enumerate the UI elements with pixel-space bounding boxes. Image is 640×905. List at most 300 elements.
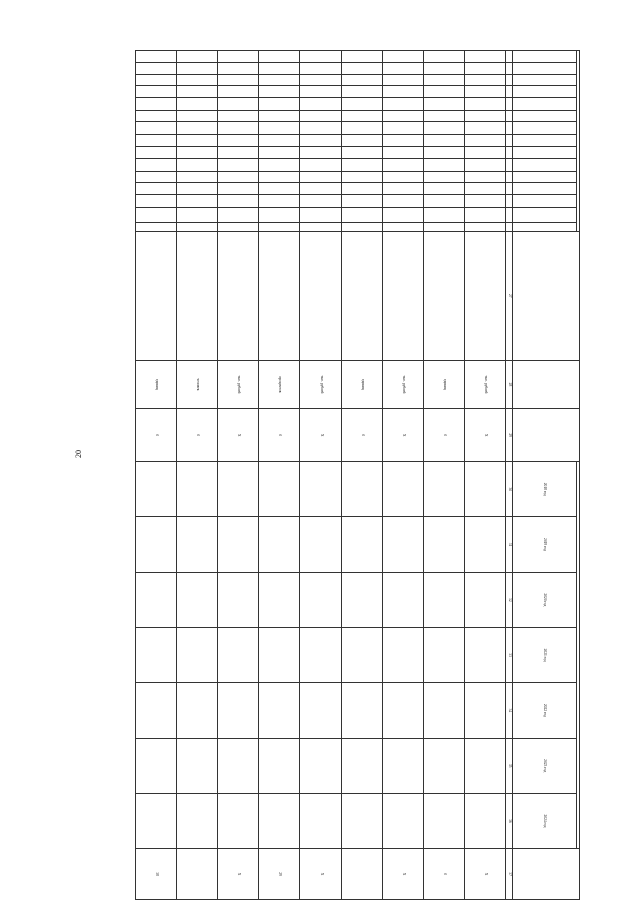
indicator-name	[300, 231, 341, 360]
left-cell	[341, 135, 382, 147]
header-indicator-name	[513, 231, 580, 360]
left-cell	[259, 159, 300, 172]
left-cell	[300, 110, 341, 122]
header-row-2	[513, 51, 577, 900]
table-row	[259, 51, 300, 900]
left-cell	[259, 85, 300, 98]
year-value-cell	[218, 517, 259, 572]
column-number: 27	[506, 231, 513, 360]
column-number: 29	[506, 409, 513, 462]
column-number	[506, 183, 513, 195]
column-number	[506, 51, 513, 63]
left-cell	[382, 171, 423, 183]
left-subcol	[513, 51, 577, 63]
left-cell	[177, 110, 218, 122]
left-cell	[382, 207, 423, 222]
column-number: 37	[506, 849, 513, 900]
year-value-cell	[300, 738, 341, 793]
left-cell	[341, 146, 382, 159]
indicator-name	[136, 231, 177, 360]
left-cell	[464, 183, 505, 195]
left-cell	[464, 135, 505, 147]
left-subcol	[513, 183, 577, 195]
left-cell	[300, 135, 341, 147]
year-value-cell	[341, 627, 382, 682]
left-cell	[218, 135, 259, 147]
header-years-group	[577, 462, 580, 849]
left-subcol	[513, 98, 577, 111]
unit-cell: тыс. рублей	[300, 360, 341, 408]
year-header: 2022 год	[513, 683, 577, 738]
indicator-name	[177, 231, 218, 360]
left-cell	[464, 159, 505, 172]
left-cell	[341, 122, 382, 135]
left-cell	[259, 222, 300, 231]
left-cell	[423, 98, 464, 111]
year-value-cell	[218, 627, 259, 682]
year-value-cell	[464, 793, 505, 848]
left-cell	[177, 171, 218, 183]
year-value-cell	[136, 572, 177, 627]
year-value-cell	[259, 793, 300, 848]
left-cell	[218, 85, 259, 98]
year-value-cell	[136, 683, 177, 738]
column-number	[506, 222, 513, 231]
contribution-cell: 38	[136, 849, 177, 900]
year-value-cell	[300, 462, 341, 517]
left-cell	[382, 146, 423, 159]
indicator-name	[464, 231, 505, 360]
year-value-cell	[341, 683, 382, 738]
left-cell	[136, 171, 177, 183]
year-value-cell	[300, 683, 341, 738]
left-cell	[259, 98, 300, 111]
left-cell	[382, 98, 423, 111]
unit-cell: тыс. рублей	[382, 360, 423, 408]
left-cell	[177, 194, 218, 207]
left-cell	[300, 75, 341, 85]
left-cell	[136, 194, 177, 207]
year-value-cell	[259, 738, 300, 793]
column-number	[506, 122, 513, 135]
year-value-cell	[136, 793, 177, 848]
left-cell	[423, 183, 464, 195]
left-cell	[218, 146, 259, 159]
left-cell	[259, 75, 300, 85]
left-cell	[177, 51, 218, 63]
year-value-cell	[464, 627, 505, 682]
left-cell	[259, 183, 300, 195]
year-value-cell	[218, 683, 259, 738]
year-value-cell	[464, 572, 505, 627]
column-number: 32	[506, 572, 513, 627]
year-header: 2023 год	[513, 738, 577, 793]
unit-cell: единиц	[423, 360, 464, 408]
contribution-cell: 29	[259, 849, 300, 900]
year-value-cell	[464, 683, 505, 738]
year-value-cell	[341, 462, 382, 517]
left-cell	[177, 98, 218, 111]
year-value-cell	[382, 683, 423, 738]
year-header: 2019 год	[513, 517, 577, 572]
year-value-cell	[177, 683, 218, 738]
unit-cell: единиц	[341, 360, 382, 408]
left-cell	[218, 222, 259, 231]
left-cell	[259, 110, 300, 122]
year-value-cell	[259, 627, 300, 682]
left-cell	[341, 194, 382, 207]
left-cell	[136, 135, 177, 147]
year-value-cell	[218, 572, 259, 627]
left-subcol	[513, 122, 577, 135]
left-cell	[382, 183, 423, 195]
base-value-cell: X	[300, 409, 341, 462]
left-cell	[341, 98, 382, 111]
year-value-cell	[382, 572, 423, 627]
left-cell	[218, 194, 259, 207]
year-value-cell	[423, 793, 464, 848]
year-value-cell	[464, 738, 505, 793]
table-row	[136, 51, 177, 900]
year-value-cell	[177, 517, 218, 572]
year-header: 2024 год	[513, 793, 577, 848]
left-cell	[341, 222, 382, 231]
left-cell	[136, 85, 177, 98]
left-cell	[464, 222, 505, 231]
header-row-1	[577, 51, 580, 900]
left-cell	[136, 62, 177, 75]
column-number	[506, 171, 513, 183]
year-value-cell	[177, 462, 218, 517]
left-cell	[423, 222, 464, 231]
left-cell	[259, 171, 300, 183]
unit-cell: тыс. рублей	[218, 360, 259, 408]
column-number: 33	[506, 627, 513, 682]
year-value-cell	[341, 517, 382, 572]
left-cell	[341, 51, 382, 63]
left-cell	[382, 222, 423, 231]
left-cell	[423, 194, 464, 207]
indicator-name	[423, 231, 464, 360]
table-row	[300, 51, 341, 900]
year-value-cell	[300, 572, 341, 627]
year-value-cell	[218, 738, 259, 793]
left-cell	[423, 51, 464, 63]
column-number: 31	[506, 517, 513, 572]
left-cell	[177, 85, 218, 98]
left-cell	[218, 62, 259, 75]
left-cell	[136, 98, 177, 111]
left-cell	[341, 75, 382, 85]
left-cell	[218, 51, 259, 63]
left-cell	[423, 146, 464, 159]
left-cell	[300, 85, 341, 98]
left-cell	[423, 135, 464, 147]
contribution-cell: 0	[423, 849, 464, 900]
left-cell	[423, 207, 464, 222]
year-value-cell	[341, 572, 382, 627]
base-value-cell: 0	[177, 409, 218, 462]
left-subcol	[513, 222, 577, 231]
year-value-cell	[259, 462, 300, 517]
year-value-cell	[300, 793, 341, 848]
table-row	[423, 51, 464, 900]
left-cell	[218, 183, 259, 195]
table-row	[177, 51, 218, 900]
year-value-cell	[341, 793, 382, 848]
year-value-cell	[177, 627, 218, 682]
table-row	[341, 51, 382, 900]
left-cell	[382, 194, 423, 207]
left-cell	[177, 222, 218, 231]
year-value-cell	[259, 572, 300, 627]
year-value-cell	[218, 793, 259, 848]
indicator-name	[341, 231, 382, 360]
year-value-cell	[136, 627, 177, 682]
left-cell	[136, 122, 177, 135]
left-cell	[136, 146, 177, 159]
year-value-cell	[382, 738, 423, 793]
left-cell	[423, 85, 464, 98]
left-cell	[423, 122, 464, 135]
left-cell	[300, 122, 341, 135]
left-subcol	[513, 110, 577, 122]
column-number: 35	[506, 738, 513, 793]
year-value-cell	[177, 572, 218, 627]
program-indicators-table	[135, 50, 580, 900]
left-cell	[300, 98, 341, 111]
year-value-cell	[259, 517, 300, 572]
base-value-cell: X	[218, 409, 259, 462]
base-value-cell: X	[382, 409, 423, 462]
left-cell	[136, 51, 177, 63]
left-cell	[341, 183, 382, 195]
left-cell	[300, 183, 341, 195]
left-cell	[464, 207, 505, 222]
left-subcol	[513, 62, 577, 75]
base-value-cell: X	[464, 409, 505, 462]
year-value-cell	[136, 462, 177, 517]
left-cell	[218, 98, 259, 111]
left-cell	[177, 62, 218, 75]
left-cell	[382, 122, 423, 135]
indicator-name	[218, 231, 259, 360]
left-cell	[136, 75, 177, 85]
column-number	[506, 146, 513, 159]
left-cell	[464, 146, 505, 159]
left-cell	[218, 159, 259, 172]
left-cell	[464, 62, 505, 75]
year-value-cell	[464, 517, 505, 572]
year-value-cell	[423, 462, 464, 517]
left-cell	[341, 171, 382, 183]
left-cell	[464, 122, 505, 135]
left-cell	[259, 122, 300, 135]
year-value-cell	[218, 462, 259, 517]
left-cell	[423, 110, 464, 122]
unit-cell: единиц	[136, 360, 177, 408]
column-number	[506, 85, 513, 98]
left-cell	[177, 159, 218, 172]
contribution-cell: X	[300, 849, 341, 900]
left-subcol	[513, 146, 577, 159]
year-value-cell	[423, 572, 464, 627]
contribution-cell	[341, 849, 382, 900]
table-row	[464, 51, 505, 900]
left-cell	[300, 159, 341, 172]
table-body	[136, 51, 506, 900]
column-number	[506, 62, 513, 75]
left-cell	[259, 135, 300, 147]
base-value-cell: 0	[423, 409, 464, 462]
year-value-cell	[382, 517, 423, 572]
unit-cell: процентов	[259, 360, 300, 408]
left-cell	[464, 110, 505, 122]
column-number: 30	[506, 462, 513, 517]
left-subcol	[513, 75, 577, 85]
left-cell	[382, 135, 423, 147]
year-value-cell	[423, 517, 464, 572]
base-value-cell: 0	[259, 409, 300, 462]
base-value-cell: 0	[341, 409, 382, 462]
header-left-group	[577, 51, 580, 232]
left-subcol	[513, 135, 577, 147]
contribution-cell: X	[382, 849, 423, 900]
left-cell	[423, 62, 464, 75]
left-cell	[259, 207, 300, 222]
column-number: 28	[506, 360, 513, 408]
header-base	[513, 409, 580, 462]
contribution-cell: X	[464, 849, 505, 900]
left-cell	[464, 51, 505, 63]
left-cell	[341, 207, 382, 222]
left-cell	[464, 75, 505, 85]
year-value-cell	[300, 517, 341, 572]
left-cell	[300, 194, 341, 207]
left-cell	[382, 159, 423, 172]
left-cell	[177, 122, 218, 135]
left-cell	[423, 171, 464, 183]
column-number	[506, 194, 513, 207]
left-cell	[177, 75, 218, 85]
year-value-cell	[423, 738, 464, 793]
left-cell	[259, 194, 300, 207]
column-number	[506, 110, 513, 122]
year-value-cell	[136, 738, 177, 793]
page-number: 20	[74, 450, 83, 458]
left-cell	[382, 51, 423, 63]
left-cell	[136, 159, 177, 172]
year-value-cell	[382, 627, 423, 682]
contribution-cell: X	[218, 849, 259, 900]
year-value-cell	[423, 627, 464, 682]
left-cell	[218, 207, 259, 222]
indicator-name	[259, 231, 300, 360]
year-value-cell	[341, 738, 382, 793]
left-cell	[218, 171, 259, 183]
column-number	[506, 98, 513, 111]
column-number: 34	[506, 683, 513, 738]
header-contribution	[513, 849, 580, 900]
left-cell	[259, 146, 300, 159]
left-cell	[136, 222, 177, 231]
left-cell	[341, 159, 382, 172]
year-value-cell	[177, 793, 218, 848]
left-cell	[300, 222, 341, 231]
left-cell	[259, 62, 300, 75]
column-number: 36	[506, 793, 513, 848]
left-cell	[136, 207, 177, 222]
left-subcol	[513, 159, 577, 172]
year-value-cell	[464, 462, 505, 517]
left-cell	[382, 62, 423, 75]
left-cell	[177, 146, 218, 159]
left-subcol	[513, 171, 577, 183]
left-cell	[300, 207, 341, 222]
left-cell	[464, 98, 505, 111]
left-cell	[423, 159, 464, 172]
left-cell	[341, 110, 382, 122]
year-value-cell	[259, 683, 300, 738]
left-subcol	[513, 207, 577, 222]
year-value-cell	[300, 627, 341, 682]
left-cell	[259, 51, 300, 63]
left-cell	[300, 171, 341, 183]
left-cell	[177, 183, 218, 195]
contribution-cell	[177, 849, 218, 900]
unit-cell: человек	[177, 360, 218, 408]
column-number-row	[506, 51, 513, 900]
left-subcol	[513, 194, 577, 207]
indicator-name	[382, 231, 423, 360]
left-subcol	[513, 85, 577, 98]
left-cell	[382, 85, 423, 98]
left-cell	[341, 62, 382, 75]
left-cell	[382, 75, 423, 85]
year-value-cell	[382, 462, 423, 517]
year-value-cell	[382, 793, 423, 848]
column-number	[506, 75, 513, 85]
left-cell	[136, 183, 177, 195]
left-cell	[300, 62, 341, 75]
left-cell	[218, 122, 259, 135]
left-cell	[300, 51, 341, 63]
left-cell	[300, 146, 341, 159]
left-cell	[464, 194, 505, 207]
year-header: 2021 год	[513, 627, 577, 682]
year-value-cell	[136, 517, 177, 572]
year-header: 2020 год	[513, 572, 577, 627]
left-cell	[464, 85, 505, 98]
year-value-cell	[423, 683, 464, 738]
base-value-cell: 0	[136, 409, 177, 462]
left-cell	[177, 135, 218, 147]
left-cell	[177, 207, 218, 222]
year-value-cell	[177, 738, 218, 793]
column-number	[506, 207, 513, 222]
left-cell	[218, 75, 259, 85]
column-number	[506, 135, 513, 147]
left-cell	[218, 110, 259, 122]
rotated-table-wrapper	[135, 50, 580, 900]
left-cell	[423, 75, 464, 85]
year-header: 2018 год	[513, 462, 577, 517]
table-row	[218, 51, 259, 900]
left-cell	[464, 171, 505, 183]
header-unit	[513, 360, 580, 408]
left-cell	[136, 110, 177, 122]
table-row	[382, 51, 423, 900]
